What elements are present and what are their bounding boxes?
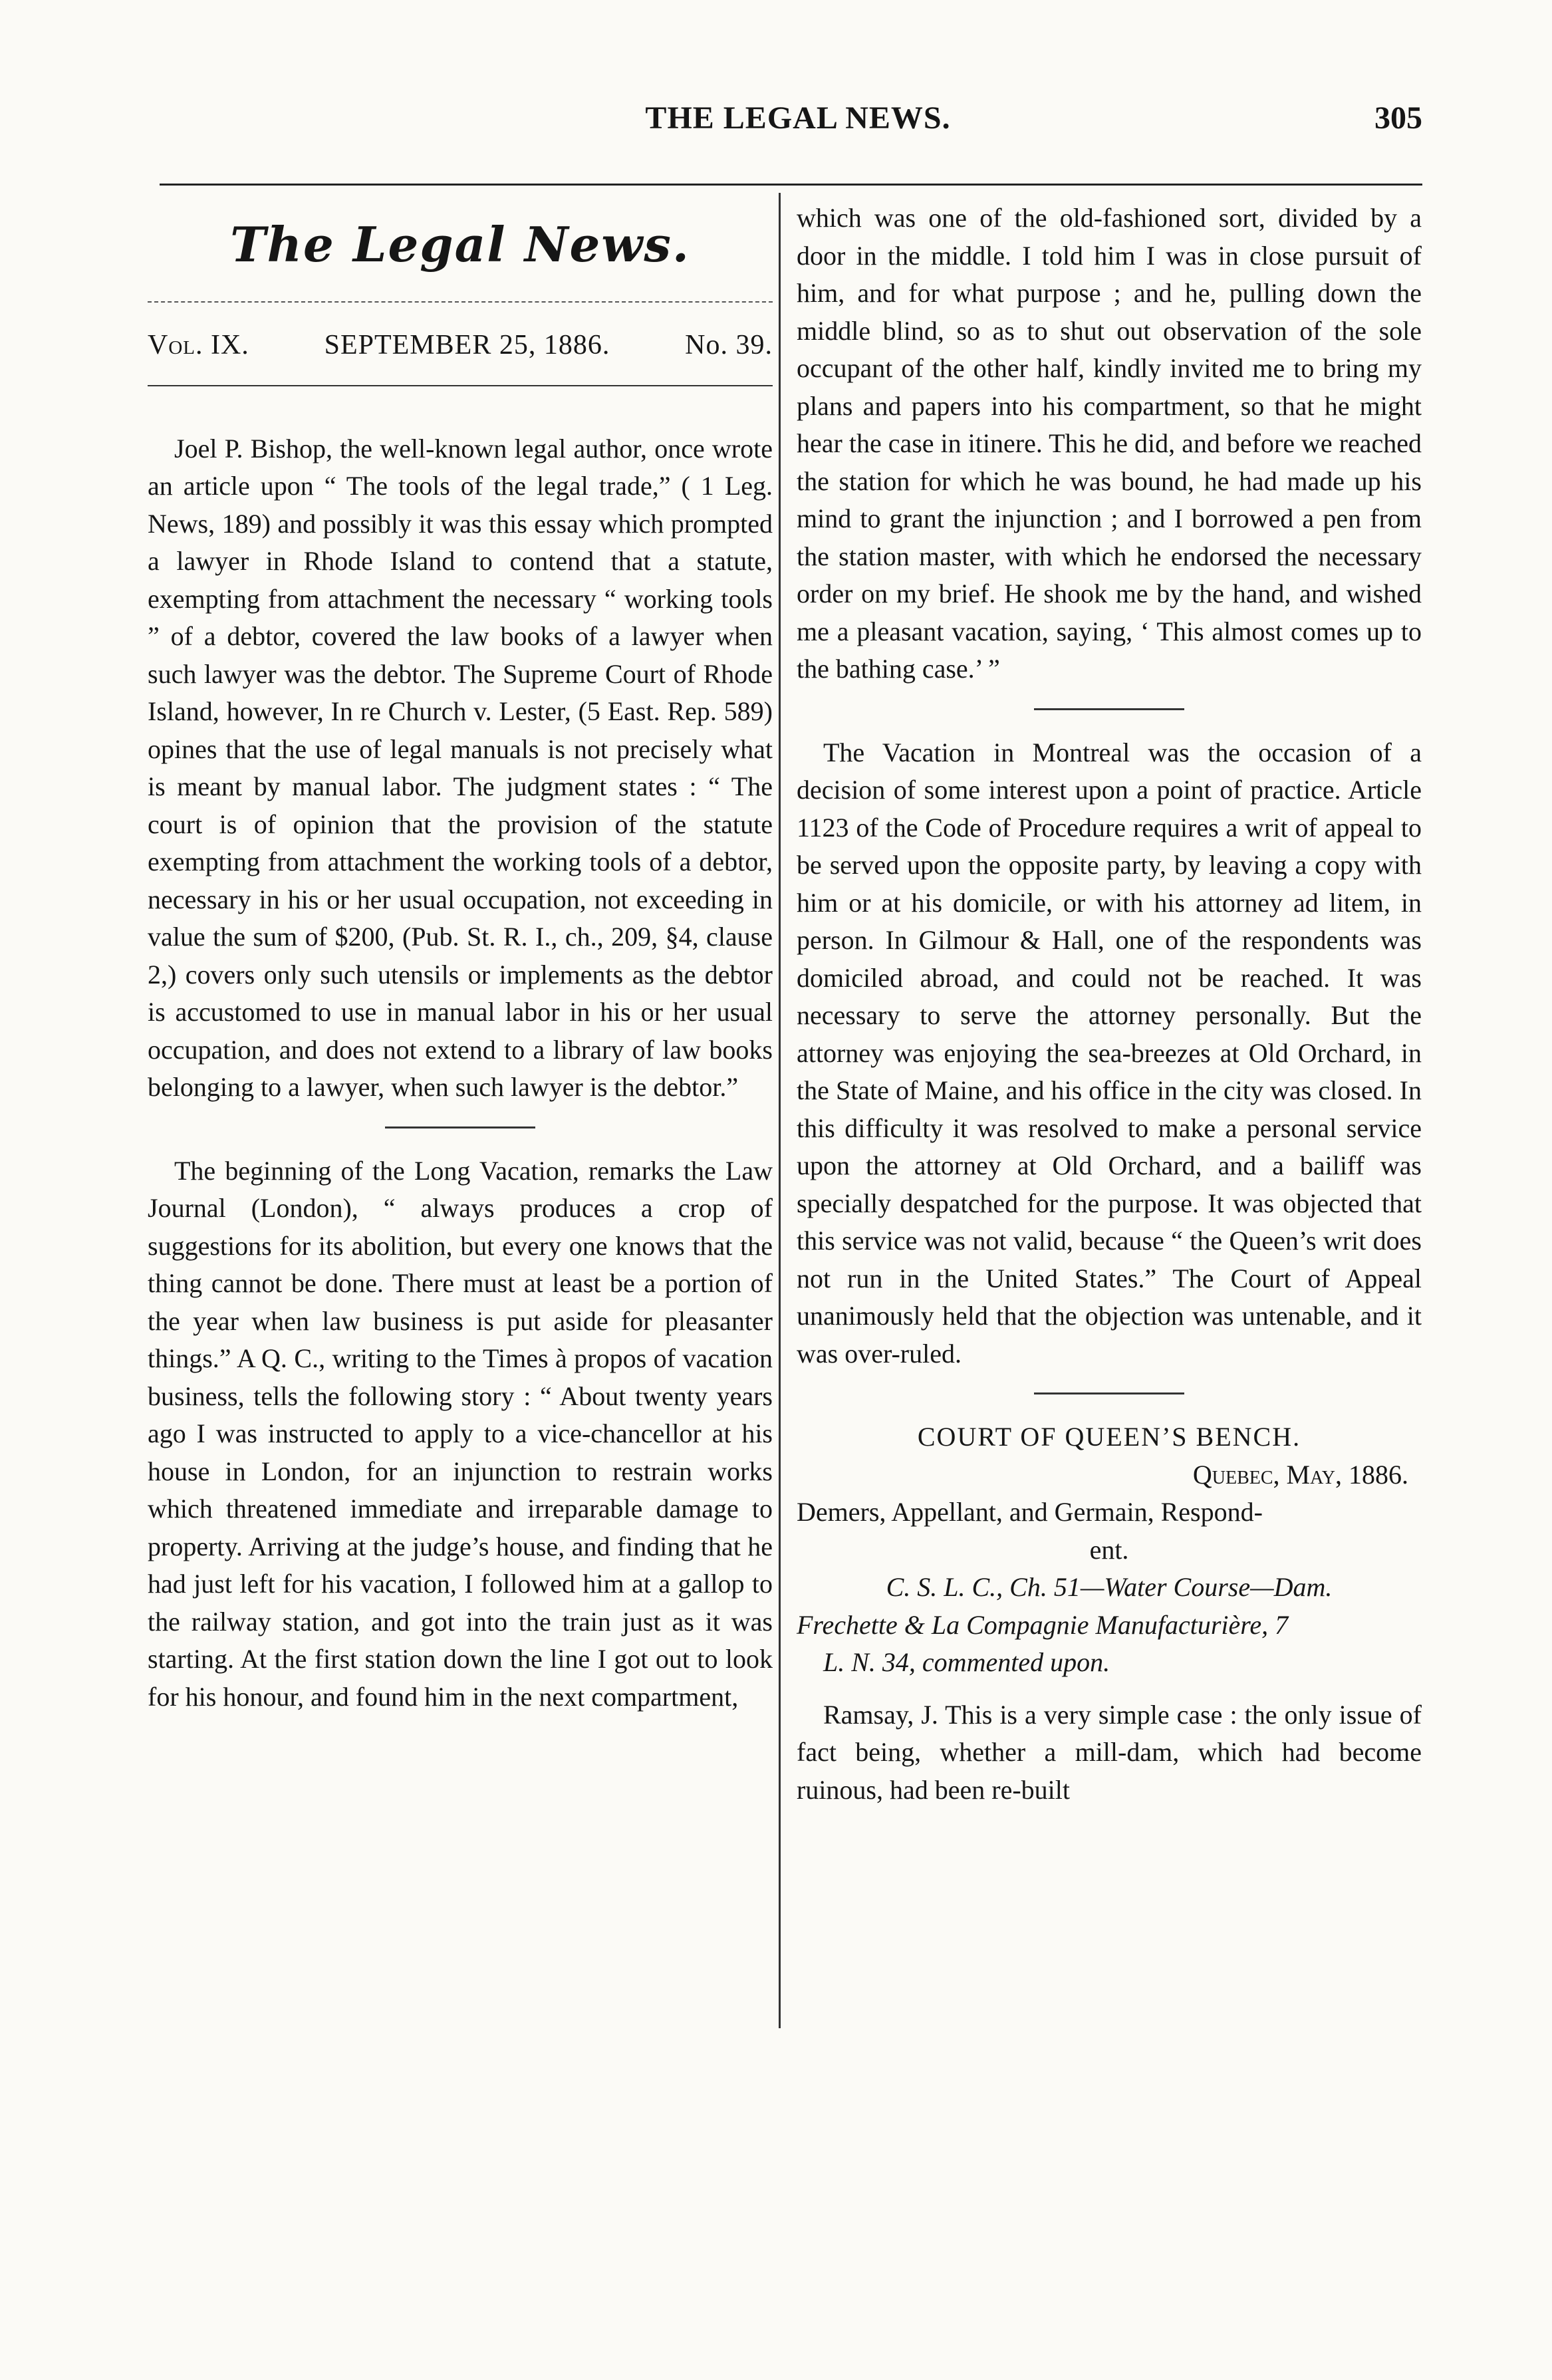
article-montreal-vacation-paragraph: The Vacation in Montreal was the occasion of a decision of some interest upon a point of practice. Article 1123 of the Code of Procedure requires a writ of appeal to be served upon the opposite party, by leaving a copy with him or at his domicile, or with his attorney ad litem, in person. In Gilmour & Hall, one of the respondents was domiciled abroad, and could not be reached. It was necessary to serve the attorney personally. But the attorney was enjoying the sea-breezes at Old Orchard, in the State of Maine, and his office in the city was closed. In this difficulty it was resolved to make a personal service upon the attorney at Old Orchard, and a bailiff was specially despatched for the purpose. It was objected that this service was not valid, because “ the Queen’s writ does not run in the United States.” The Court of Appeal unanimously held that the objection was untenable, and it was over-ruled.: [797, 737, 1422, 1369]
article-long-vacation-continuation: which was one of the old-fashioned sort, divided by a door in the middle. I told him I was in close pursuit of him, and for what purpose ; and he, pulling down the middle blind, so as to shut out observation of the sole occupant of the other half, kindly invited me to bring my plans and papers into his compartment, so that he might hear the case in itinere. This he did, and before we reached the station for which he was bound, he had made up his mind to grant the injunction ; and I borrowed a pen from the station master, with which he endorsed the necessary order on my brief. He shook me by the hand, and wished me a pleasant vacation, saying, ‘ This almost comes up to the bathing case.’ ”: [797, 203, 1422, 684]
masthead-rule: [148, 301, 773, 303]
header-rule: [160, 184, 1422, 186]
article-long-vacation-paragraph: The beginning of the Long Vacation, remarks the Law Journal (London), “ always produces a crop of suggestions for its abolition, but every one knows that the thing cannot be done. There must at least be a portion of the year when law business is put aside for pleasanter things.” A Q. C., writing to the Times à propos of vacation business, tells the following story : “ About twenty years ago I was instructed to apply to a vice-chancellor at his house in London, for an injunction to restrain works which threatened immediate and irreparable damage to property. Arriving at the judge’s house, and finding that he had just left for his vacation, I followed him at a gallop to the railway station, and got into the train just as it was starting. At the first station down the line I got out to look for his honour, and found him in the next compartment,: [148, 1155, 773, 1712]
issue-rule: [148, 385, 773, 386]
case-parties-continuation: ent.: [1089, 1534, 1129, 1565]
case-citation: Frechette & La Compagnie Manufacturière, 7: [797, 1609, 1289, 1640]
place-date: Quebec, May, 1886.: [1192, 1459, 1408, 1490]
case-parties: Demers, Appellant, and Germain, Respond-: [797, 1497, 1263, 1527]
issue-line: [148, 327, 773, 364]
right-column: [797, 199, 1422, 1809]
section-separator: [1034, 708, 1184, 710]
column-divider: [779, 193, 781, 2028]
page-number: 305: [1374, 100, 1422, 136]
left-column: [148, 199, 773, 1716]
opinion-paragraph: Ramsay, J. This is a very simple case : the only issue of fact being, whether a mill-dam, which had become ruinous, had been re-built: [797, 1699, 1422, 1805]
page-header: [0, 100, 1552, 153]
masthead-title: The Legal News.: [230, 216, 690, 273]
volume-label: Vol. IX.: [148, 329, 249, 360]
issue-number: No. 39.: [685, 329, 773, 360]
running-title: THE LEGAL NEWS.: [645, 100, 951, 136]
issue-date: SEPTEMBER 25, 1886.: [324, 329, 610, 360]
case-citation-continuation: L. N. 34, commented upon.: [823, 1647, 1110, 1677]
case-subject: C. S. L. C., Ch. 51—Water Course—Dam.: [886, 1572, 1333, 1602]
section-separator: [1034, 1392, 1184, 1394]
article-bishop-paragraph: Joel P. Bishop, the well-known legal author, once wrote an article upon “ The tools of the legal trade,” ( 1 Leg. News, 189) and possibly it was this essay which prompted a lawyer in Rhode Island to contend that a statute, exempting from attachment the necessary “ working tools ” of a debtor, covered the law books of a lawyer when such lawyer was the debtor. The Supreme Court of Rhode Island, however, In re Church v. Lester, (5 East. Rep. 589) opines that the use of legal manuals is not precisely what is meant by manual labor. The judgment states : “ The court is of opinion that the provision of the statute exempting from attachment the working tools of a debtor, necessary in his or her usual occupation, not exceeding in value the sum of $200, (Pub. St. R. I., ch., 209, §4, clause 2,) covers only such utensils or implements as the debtor is accustomed to use in manual labor in his or her usual occupation, and does not extend to a library of law books belonging to a lawyer, when such lawyer is the debtor.”: [148, 433, 773, 1102]
section-separator: [385, 1126, 535, 1128]
court-heading: COURT OF QUEEN’S BENCH.: [917, 1422, 1301, 1452]
